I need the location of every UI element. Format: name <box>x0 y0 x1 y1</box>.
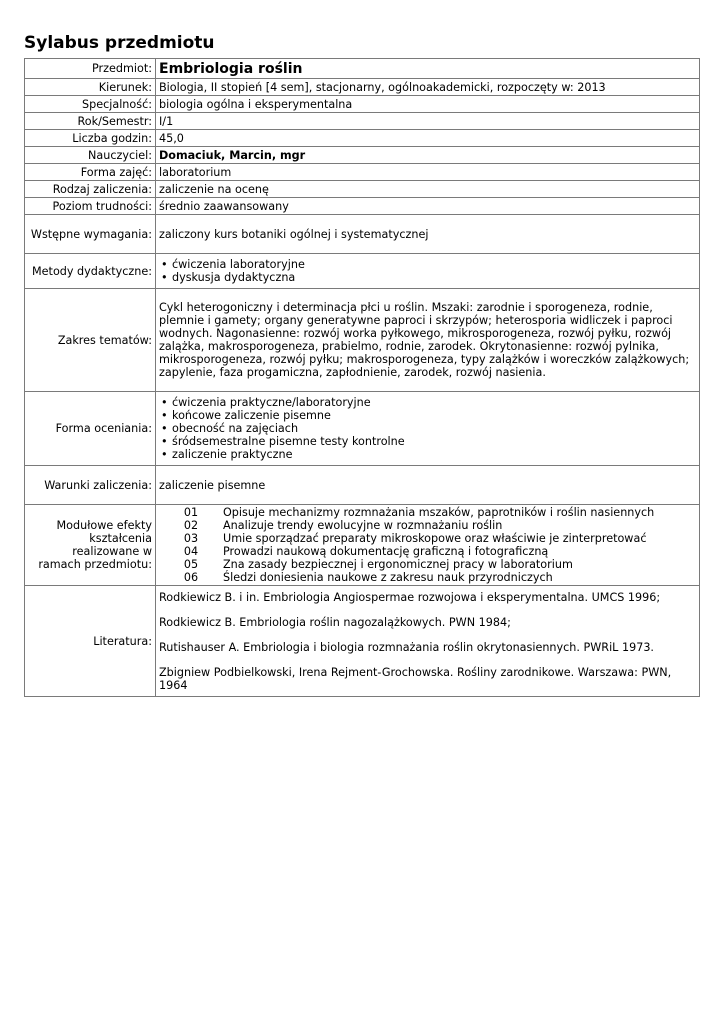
topics-label: Zakres tematów: <box>25 289 156 392</box>
assessment-item: • obecność na zajęciach <box>159 422 696 435</box>
outcomes-label: Modułowe efekty kształcenia realizowane w ramach przedmiotu: <box>25 505 156 586</box>
literature-label: Literatura: <box>25 586 156 697</box>
specialty-label: Specjalność: <box>25 96 156 113</box>
row-prerequisites <box>25 215 700 254</box>
methods-item: • dyskusja dydaktyczna <box>159 271 696 284</box>
outcome-row <box>159 558 696 571</box>
outcome-number: 03 <box>183 532 199 545</box>
outcome-row <box>159 506 696 519</box>
outcome-row <box>159 532 696 545</box>
teacher-value: Domaciuk, Marcin, mgr <box>156 147 700 164</box>
outcome-text: Analizuje trendy ewolucyjne w rozmnażaniu roślin <box>223 519 503 532</box>
row-assessment <box>25 392 700 466</box>
credit-type-value: zaliczenie na ocenę <box>156 181 700 198</box>
row-literature <box>25 586 700 697</box>
class-form-value: laboratorium <box>156 164 700 181</box>
row-pass-conditions <box>25 466 700 505</box>
assessment-list <box>159 396 696 461</box>
row-teacher <box>25 147 700 164</box>
hours-label: Liczba godzin: <box>25 130 156 147</box>
assessment-item: • śródsemestralne pisemne testy kontrolne <box>159 435 696 448</box>
assessment-item: • zaliczenie praktyczne <box>159 448 696 461</box>
row-class-form <box>25 164 700 181</box>
outcome-number: 04 <box>183 545 199 558</box>
pass-conditions-label: Warunki zaliczenia: <box>25 466 156 505</box>
hours-value: 45,0 <box>156 130 700 147</box>
outcome-text: Prowadzi naukową dokumentację graficzną i fotograficzną <box>223 545 549 558</box>
row-credit-type <box>25 181 700 198</box>
outcome-text: Umie sporządzać preparaty mikroskopowe oraz właściwie je zinterpretować <box>223 532 647 545</box>
outcomes-value <box>156 505 700 586</box>
row-topics <box>25 289 700 392</box>
row-difficulty <box>25 198 700 215</box>
row-year-semester <box>25 113 700 130</box>
outcome-number: 02 <box>183 519 199 532</box>
literature-item: Rodkiewicz B. Embriologia roślin nagozalążkowych. PWN 1984; <box>159 615 511 629</box>
major-value: Biologia, II stopień [4 sem], stacjonarny, ogólnoakademicki, rozpoczęty w: 2013 <box>156 79 700 96</box>
outcome-text: Śledzi doniesienia naukowe z zakresu nauk przyrodniczych <box>223 571 553 584</box>
assessment-item: • końcowe zaliczenie pisemne <box>159 409 696 422</box>
difficulty-value: średnio zaawansowany <box>156 198 700 215</box>
literature-value <box>156 586 700 697</box>
class-form-label: Forma zajęć: <box>25 164 156 181</box>
year-semester-label: Rok/Semestr: <box>25 113 156 130</box>
subject-value: Embriologia roślin <box>156 59 700 79</box>
credit-type-label: Rodzaj zaliczenia: <box>25 181 156 198</box>
difficulty-label: Poziom trudności: <box>25 198 156 215</box>
methods-item: • ćwiczenia laboratoryjne <box>159 258 696 271</box>
assessment-item: • ćwiczenia praktyczne/laboratoryjne <box>159 396 696 409</box>
major-label: Kierunek: <box>25 79 156 96</box>
outcome-row <box>159 545 696 558</box>
outcomes-table <box>159 506 696 584</box>
assessment-value <box>156 392 700 466</box>
year-semester-value: I/1 <box>156 113 700 130</box>
outcome-number: 01 <box>183 506 199 519</box>
outcome-text: Zna zasady bezpiecznej i ergonomicznej pracy w laboratorium <box>223 558 573 571</box>
topics-value: Cykl heterogoniczny i determinacja płci u roślin. Mszaki: zarodnie i sporogeneza, rodnie, plemnie i gamety; organy generatywne paproci i skrzypów; heterosporia widliczek i paproci wodnych. Nagonasienne: rozwój worka pyłkowego, mikrosporogeneza, rozwój pyłku, rozwój zalążka, makrosporogeneza, prabielmo, rodnie, zarodek. Okrytonasienne: rozwój pylnika, mikrosporogeneza, rozwój pyłku; makrosporogeneza, typy zalążków i woreczków zalążkowych; zapylenie, faza progamiczna, zapłodnienie, zarodek, rozwój nasienia. <box>156 289 700 392</box>
literature-item: Rutishauser A. Embriologia i biologia rozmnażania roślin okrytonasiennych. PWRiL 1973. <box>159 640 654 654</box>
teacher-label: Nauczyciel: <box>25 147 156 164</box>
row-methods <box>25 254 700 289</box>
literature-item: Rodkiewicz B. i in. Embriologia Angiospermae rozwojowa i eksperymentalna. UMCS 1996; <box>159 590 661 604</box>
row-specialty <box>25 96 700 113</box>
row-hours <box>25 130 700 147</box>
outcome-text: Opisuje mechanizmy rozmnażania mszaków, paprotników i roślin nasiennych <box>223 506 655 519</box>
subject-label: Przedmiot: <box>25 59 156 79</box>
literature-item: Zbigniew Podbielkowski, Irena Rejment-Grochowska. Rośliny zarodnikowe. Warszawa: PWN, 1964 <box>159 665 672 692</box>
page-title: Sylabus przedmiotu <box>24 33 215 53</box>
row-subject <box>25 59 700 79</box>
row-major <box>25 79 700 96</box>
outcome-number: 06 <box>183 571 199 584</box>
methods-value <box>156 254 700 289</box>
outcome-row <box>159 571 696 584</box>
outcome-number: 05 <box>183 558 199 571</box>
prerequisites-value: zaliczony kurs botaniki ogólnej i systematycznej <box>156 215 700 254</box>
methods-label: Metody dydaktyczne: <box>25 254 156 289</box>
outcome-row <box>159 519 696 532</box>
methods-list <box>159 258 696 284</box>
syllabus-table <box>24 58 700 697</box>
specialty-value: biologia ogólna i eksperymentalna <box>156 96 700 113</box>
row-outcomes <box>25 505 700 586</box>
assessment-label: Forma oceniania: <box>25 392 156 466</box>
prerequisites-label: Wstępne wymagania: <box>25 215 156 254</box>
pass-conditions-value: zaliczenie pisemne <box>156 466 700 505</box>
